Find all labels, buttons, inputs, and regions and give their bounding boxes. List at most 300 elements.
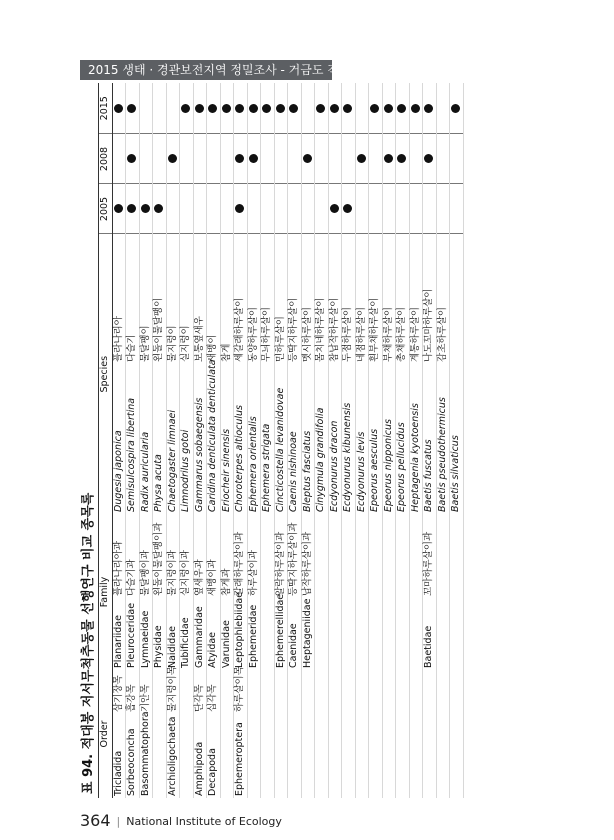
table-row xyxy=(409,83,423,798)
table-row xyxy=(382,83,396,798)
presence-cell-2008 xyxy=(436,134,450,184)
table-body xyxy=(112,83,463,798)
table-row xyxy=(139,83,153,798)
presence-dot-icon xyxy=(451,104,460,113)
order-kr-cell xyxy=(355,670,369,714)
family-kr-cell xyxy=(315,514,329,598)
species-scientific-cell: Chaetogaster limnaei xyxy=(166,364,180,514)
presence-dot-icon xyxy=(303,154,312,163)
family-en-cell: Caenidae xyxy=(288,598,302,670)
order-en-cell xyxy=(328,714,342,798)
family-kr-cell: 플라나리아과 xyxy=(112,514,126,598)
presence-dot-icon xyxy=(195,104,204,113)
presence-cell-2008 xyxy=(166,134,180,184)
presence-cell-2008 xyxy=(423,134,437,184)
table-row xyxy=(112,83,126,798)
presence-dot-icon xyxy=(249,104,258,113)
family-en-cell: Lymnaeidae xyxy=(139,598,153,670)
presence-dot-icon xyxy=(249,154,258,163)
family-kr-cell xyxy=(328,514,342,598)
order-en-cell xyxy=(409,714,423,798)
presence-cell-2008 xyxy=(328,134,342,184)
family-kr-cell xyxy=(396,514,410,598)
family-en-cell: Leptophlebiidae xyxy=(234,591,246,668)
header-banner: 2015 생태 · 경관보전지역 정밀조사 - 거금도 적대봉 xyxy=(80,60,332,80)
order-kr-cell xyxy=(288,670,302,714)
presence-cell-2015 xyxy=(220,83,234,134)
presence-cell-2005 xyxy=(166,184,180,234)
presence-cell-2008 xyxy=(112,134,126,184)
presence-cell-2008 xyxy=(234,134,248,184)
species-korean-cell: 왼돌이물달팽이 xyxy=(153,234,167,364)
species-korean-cell: 몸치네하루살이 xyxy=(315,234,329,364)
table-row xyxy=(423,83,437,798)
order-en-cell xyxy=(450,714,464,798)
order-en-cell xyxy=(436,714,450,798)
presence-cell-2015 xyxy=(261,83,275,134)
presence-cell-2008 xyxy=(369,134,383,184)
family-en-cell: Ephemeridae xyxy=(247,598,261,670)
presence-cell-2005 xyxy=(112,184,126,234)
family-en-cell: Physidae xyxy=(153,598,167,670)
family-kr-cell: 실지렁이과 xyxy=(180,514,194,598)
species-korean-cell: 플라나리아 xyxy=(112,234,126,364)
presence-cell-2015 xyxy=(166,83,180,134)
table-row xyxy=(328,83,342,798)
presence-cell-2015 xyxy=(126,83,140,134)
species-scientific-cell: Cincticostella levanidovae xyxy=(274,364,288,514)
presence-dot-icon xyxy=(357,154,366,163)
presence-cell-2005 xyxy=(261,184,275,234)
order-en-cell xyxy=(247,714,261,798)
order-kr-cell xyxy=(220,670,234,714)
species-korean-cell: 감초하루살이 xyxy=(436,234,450,364)
species-scientific-cell: Epeorus nipponicus xyxy=(382,364,396,514)
presence-cell-2015 xyxy=(288,83,302,134)
family-en-cell: Tubificidae xyxy=(180,598,194,670)
header-order: Order xyxy=(99,670,113,798)
species-scientific-cell: Baetis silvaticus xyxy=(450,364,464,514)
presence-dot-icon xyxy=(330,204,339,213)
order-kr-cell xyxy=(342,670,356,714)
order-en-cell xyxy=(288,714,302,798)
presence-dot-icon xyxy=(330,104,339,113)
order-kr-cell xyxy=(247,670,261,714)
species-table xyxy=(98,83,464,798)
family-en-cell xyxy=(261,598,275,670)
presence-cell-2005 xyxy=(342,184,356,234)
order-kr-cell: 삼기장목 xyxy=(112,670,126,714)
species-korean-cell: 등딱지하루살이 xyxy=(288,234,302,364)
family-kr-cell: 왼돌이물달팽이과 xyxy=(153,514,167,598)
presence-cell-2015 xyxy=(153,83,167,134)
presence-cell-2008 xyxy=(301,134,315,184)
presence-cell-2015 xyxy=(139,83,153,134)
presence-cell-2005 xyxy=(315,184,329,234)
family-en-cell xyxy=(355,598,369,670)
species-scientific-cell: Baetis pseudothermicus xyxy=(436,364,450,514)
header-species: Species xyxy=(99,234,113,514)
header-year-2005: 2005 xyxy=(99,184,113,234)
order-kr-cell xyxy=(423,670,437,714)
order-kr-cell xyxy=(436,670,450,714)
table-caption: 표 94. 적대봉 저서무척추동물 선행연구 비교 종목록 xyxy=(81,492,96,794)
family-kr-cell: 갈래하루살이과 xyxy=(234,514,248,598)
species-korean-cell: 부채하루살이 xyxy=(382,234,396,364)
presence-dot-icon xyxy=(114,204,123,213)
presence-cell-2005 xyxy=(220,184,234,234)
family-kr-cell: 다슬기과 xyxy=(126,514,140,598)
order-kr-cell xyxy=(450,670,464,714)
species-korean-cell xyxy=(450,234,464,364)
presence-cell-2015 xyxy=(436,83,450,134)
order-en-cell: Decapoda xyxy=(207,714,221,798)
presence-cell-2015 xyxy=(180,83,194,134)
presence-dot-icon xyxy=(127,104,136,113)
family-en-cell: Baetidae xyxy=(423,598,437,670)
table-row xyxy=(234,83,248,798)
species-scientific-cell: Bleptus fasciatus xyxy=(301,364,315,514)
species-korean-cell: 동양하루살이 xyxy=(247,234,261,364)
order-en-cell xyxy=(369,714,383,798)
order-kr-cell xyxy=(396,670,410,714)
species-scientific-cell: Heptagenia kyotoensis xyxy=(409,364,423,514)
presence-dot-icon xyxy=(397,104,406,113)
presence-dot-icon xyxy=(208,104,217,113)
presence-dot-icon xyxy=(127,204,136,213)
presence-cell-2015 xyxy=(382,83,396,134)
table-row xyxy=(261,83,275,798)
presence-dot-icon xyxy=(343,104,352,113)
presence-dot-icon xyxy=(127,154,136,163)
order-kr-cell: 단각목 xyxy=(193,670,207,714)
table-row xyxy=(436,83,450,798)
presence-cell-2008 xyxy=(315,134,329,184)
order-kr-cell: 기안목 xyxy=(139,670,153,714)
species-scientific-cell: Choroterpes altioculus xyxy=(234,364,248,514)
order-kr-cell: 하루살이목 xyxy=(234,666,246,712)
order-en-cell: Sorbeoconcha xyxy=(126,714,140,798)
family-kr-cell xyxy=(355,514,369,598)
presence-cell-2008 xyxy=(396,134,410,184)
presence-cell-2015 xyxy=(315,83,329,134)
header-year-2008: 2008 xyxy=(99,134,113,184)
family-kr-cell: 참게과 xyxy=(220,514,234,598)
table-row xyxy=(126,83,140,798)
presence-dot-icon xyxy=(222,104,231,113)
order-kr-cell xyxy=(409,670,423,714)
species-scientific-cell: Epeorus pellucidus xyxy=(396,364,410,514)
order-en-cell xyxy=(396,714,410,798)
presence-cell-2005 xyxy=(423,184,437,234)
presence-cell-2005 xyxy=(409,184,423,234)
family-kr-cell xyxy=(342,514,356,598)
presence-dot-icon xyxy=(343,204,352,213)
presence-cell-2005 xyxy=(450,184,464,234)
order-kr-cell xyxy=(180,670,194,714)
species-korean-cell: 민하루살이 xyxy=(274,234,288,364)
presence-dot-icon xyxy=(276,104,285,113)
table-row xyxy=(396,83,410,798)
family-en-cell: Heptageniidae xyxy=(301,598,313,668)
presence-cell-2015 xyxy=(409,83,423,134)
family-en-cell xyxy=(409,598,423,670)
order-kr-cell xyxy=(261,670,275,714)
family-en-cell xyxy=(450,598,464,670)
family-kr-cell: 물지렁이과 xyxy=(166,514,180,598)
family-kr-cell xyxy=(369,514,383,598)
order-kr-cell xyxy=(301,670,315,714)
table-row xyxy=(166,83,180,798)
species-korean-cell: 나도꼬마하루살이 xyxy=(423,234,437,364)
presence-cell-2005 xyxy=(396,184,410,234)
species-korean-cell: 흰부채하루살이 xyxy=(369,234,383,364)
publisher-name: National Institute of Ecology xyxy=(126,815,282,828)
species-korean-cell: 물지렁이 xyxy=(166,234,180,364)
order-en-cell xyxy=(220,714,234,798)
species-scientific-cell: Ecdyonurus levis xyxy=(355,364,369,514)
presence-cell-2005 xyxy=(126,184,140,234)
presence-cell-2015 xyxy=(274,83,288,134)
presence-dot-icon xyxy=(154,204,163,213)
family-kr-cell: 하루살이과 xyxy=(247,514,261,598)
species-scientific-cell: Caenis nishinoae xyxy=(288,364,302,514)
table-row xyxy=(180,83,194,798)
order-en-cell: Archioligochaeta xyxy=(166,714,180,798)
species-scientific-cell: Eriocheir sinensis xyxy=(220,364,234,514)
presence-cell-2008 xyxy=(288,134,302,184)
species-korean-cell: 물달팽이 xyxy=(139,234,153,364)
presence-dot-icon xyxy=(289,104,298,113)
presence-cell-2008 xyxy=(342,134,356,184)
presence-cell-2008 xyxy=(220,134,234,184)
presence-dot-icon xyxy=(262,104,271,113)
presence-cell-2015 xyxy=(247,83,261,134)
page-footer xyxy=(80,812,282,830)
order-kr-cell xyxy=(382,670,396,714)
presence-cell-2015 xyxy=(396,83,410,134)
order-kr-cell xyxy=(315,670,329,714)
family-en-cell: Pleuroceridae xyxy=(126,598,140,670)
family-kr-cell: 꼬마하루살이과 xyxy=(423,514,437,598)
presence-cell-2015 xyxy=(342,83,356,134)
presence-dot-icon xyxy=(235,204,244,213)
presence-cell-2005 xyxy=(207,184,221,234)
species-scientific-cell: Baetis fuscatus xyxy=(423,364,437,514)
order-kr-cell xyxy=(369,670,383,714)
family-kr-cell xyxy=(261,514,275,598)
family-kr-cell: 납작하루살이과 xyxy=(301,514,315,598)
presence-cell-2005 xyxy=(382,184,396,234)
species-scientific-cell: Physa acuta xyxy=(153,364,167,514)
order-en-cell: Basommatophora xyxy=(139,711,151,796)
presence-cell-2005 xyxy=(369,184,383,234)
order-kr-cell: 물지렁이목 xyxy=(166,666,178,712)
species-korean-cell: 참납작하루살이 xyxy=(328,234,342,364)
table-row xyxy=(288,83,302,798)
order-en-cell xyxy=(274,714,288,798)
family-en-cell xyxy=(369,598,383,670)
presence-dot-icon xyxy=(114,104,123,113)
family-en-cell: Atyidae xyxy=(207,598,221,670)
species-scientific-cell: Radix auricularia xyxy=(139,364,153,514)
presence-dot-icon xyxy=(384,104,393,113)
family-en-cell xyxy=(382,598,396,670)
presence-cell-2015 xyxy=(450,83,464,134)
order-en-cell xyxy=(301,714,315,798)
presence-cell-2005 xyxy=(328,184,342,234)
presence-dot-icon xyxy=(181,104,190,113)
table-row xyxy=(220,83,234,798)
species-korean-cell: 보통옆새우 xyxy=(193,234,207,364)
family-en-cell xyxy=(342,598,356,670)
presence-cell-2015 xyxy=(207,83,221,134)
presence-cell-2008 xyxy=(193,134,207,184)
presence-cell-2005 xyxy=(234,184,248,234)
species-korean-cell: 계통하루살이 xyxy=(409,234,423,364)
table-row xyxy=(247,83,261,798)
presence-cell-2008 xyxy=(382,134,396,184)
species-scientific-cell: Epeorus aesculus xyxy=(369,364,383,514)
presence-dot-icon xyxy=(141,204,150,213)
presence-dot-icon xyxy=(397,154,406,163)
presence-cell-2015 xyxy=(355,83,369,134)
presence-cell-2015 xyxy=(193,83,207,134)
family-en-cell: Gammaridae xyxy=(193,598,207,670)
rotated-table-page xyxy=(80,83,535,798)
presence-cell-2008 xyxy=(139,134,153,184)
species-korean-cell: 새뱅이 xyxy=(207,234,221,364)
species-scientific-cell: Cinygmula grandifolia xyxy=(315,364,329,514)
presence-dot-icon xyxy=(316,104,325,113)
species-korean-cell: 실지렁이 xyxy=(180,234,194,364)
order-en-cell xyxy=(315,714,329,798)
page-number: 364 xyxy=(80,811,111,830)
presence-cell-2015 xyxy=(234,83,248,134)
species-scientific-cell: Ephemera strigata xyxy=(261,364,275,514)
species-korean-cell: 네점하루살이 xyxy=(355,234,369,364)
species-scientific-cell: Semisulcospira libertina xyxy=(126,364,140,514)
family-en-cell xyxy=(328,598,342,670)
family-kr-cell: 새뱅이과 xyxy=(207,514,221,598)
presence-cell-2008 xyxy=(207,134,221,184)
species-scientific-cell: Gammarus sobaegensis xyxy=(193,364,207,514)
family-kr-cell: 알락하루살이과 xyxy=(274,514,288,598)
table-row xyxy=(274,83,288,798)
order-kr-cell xyxy=(153,670,167,714)
family-en-cell: Ephemerellidae xyxy=(274,593,286,668)
presence-cell-2015 xyxy=(369,83,383,134)
table-row xyxy=(207,83,221,798)
presence-dot-icon xyxy=(235,104,244,113)
presence-dot-icon xyxy=(168,154,177,163)
presence-cell-2015 xyxy=(301,83,315,134)
species-scientific-cell: Ecdyonurus dracon xyxy=(328,364,342,514)
family-en-cell: Naididae xyxy=(166,598,180,670)
family-kr-cell: 옆새우과 xyxy=(193,514,207,598)
species-scientific-cell: Caridina denticulata denticulata xyxy=(207,359,219,512)
family-kr-cell xyxy=(436,514,450,598)
order-en-cell xyxy=(261,714,275,798)
family-en-cell xyxy=(315,598,329,670)
presence-cell-2005 xyxy=(139,184,153,234)
presence-cell-2005 xyxy=(247,184,261,234)
species-scientific-cell: Limnodrilus gotoi xyxy=(180,364,194,514)
species-korean-cell: 무늬하루살이 xyxy=(261,234,275,364)
species-scientific-cell: Ecdyonurus kibunensis xyxy=(342,364,356,514)
family-en-cell xyxy=(396,598,410,670)
presence-cell-2008 xyxy=(274,134,288,184)
species-korean-cell: 멧시하루살이 xyxy=(301,234,315,364)
table-row xyxy=(301,83,315,798)
presence-cell-2008 xyxy=(153,134,167,184)
family-kr-cell xyxy=(409,514,423,598)
presence-cell-2008 xyxy=(409,134,423,184)
header-family: Family xyxy=(99,514,113,670)
species-korean-cell: 참게 xyxy=(220,234,234,364)
footer-separator: | xyxy=(116,815,121,828)
presence-dot-icon xyxy=(370,104,379,113)
presence-dot-icon xyxy=(384,154,393,163)
presence-cell-2008 xyxy=(450,134,464,184)
family-en-cell: Planariidae xyxy=(112,598,126,670)
header-year-2015: 2015 xyxy=(99,83,113,134)
table-row xyxy=(369,83,383,798)
table-row xyxy=(355,83,369,798)
presence-cell-2008 xyxy=(355,134,369,184)
presence-dot-icon xyxy=(411,104,420,113)
presence-cell-2005 xyxy=(301,184,315,234)
species-scientific-cell: Ephemera orientalis xyxy=(247,364,261,514)
order-en-cell: Ephemeroptera xyxy=(234,714,248,798)
table-row xyxy=(193,83,207,798)
order-en-cell: Amphipoda xyxy=(193,714,207,798)
presence-cell-2005 xyxy=(436,184,450,234)
order-kr-cell xyxy=(328,670,342,714)
family-kr-cell: 등딱지하루살이과 xyxy=(288,514,302,598)
presence-cell-2005 xyxy=(193,184,207,234)
order-en-cell xyxy=(153,714,167,798)
order-en-cell xyxy=(355,714,369,798)
presence-dot-icon xyxy=(235,154,244,163)
table-row xyxy=(450,83,464,798)
presence-cell-2005 xyxy=(355,184,369,234)
family-kr-cell xyxy=(382,514,396,598)
table-header-row xyxy=(99,83,113,798)
order-en-cell xyxy=(423,714,437,798)
species-korean-cell: 세갈래하루살이 xyxy=(234,234,248,364)
order-kr-cell: 십각목 xyxy=(207,670,221,714)
presence-cell-2008 xyxy=(126,134,140,184)
family-en-cell: Varunidae xyxy=(220,598,234,670)
table-row xyxy=(342,83,356,798)
presence-cell-2015 xyxy=(328,83,342,134)
family-en-cell xyxy=(436,598,450,670)
order-en-cell xyxy=(180,714,194,798)
family-kr-cell xyxy=(450,514,464,598)
species-korean-cell: 다슬기 xyxy=(126,234,140,364)
presence-dot-icon xyxy=(424,104,433,113)
presence-cell-2015 xyxy=(423,83,437,134)
order-kr-cell: 흡강목 xyxy=(126,670,140,714)
presence-cell-2005 xyxy=(153,184,167,234)
order-en-cell xyxy=(382,714,396,798)
presence-cell-2008 xyxy=(261,134,275,184)
presence-dot-icon xyxy=(424,154,433,163)
table-row xyxy=(153,83,167,798)
table-row xyxy=(315,83,329,798)
species-scientific-cell: Dugesia japonica xyxy=(112,364,126,514)
